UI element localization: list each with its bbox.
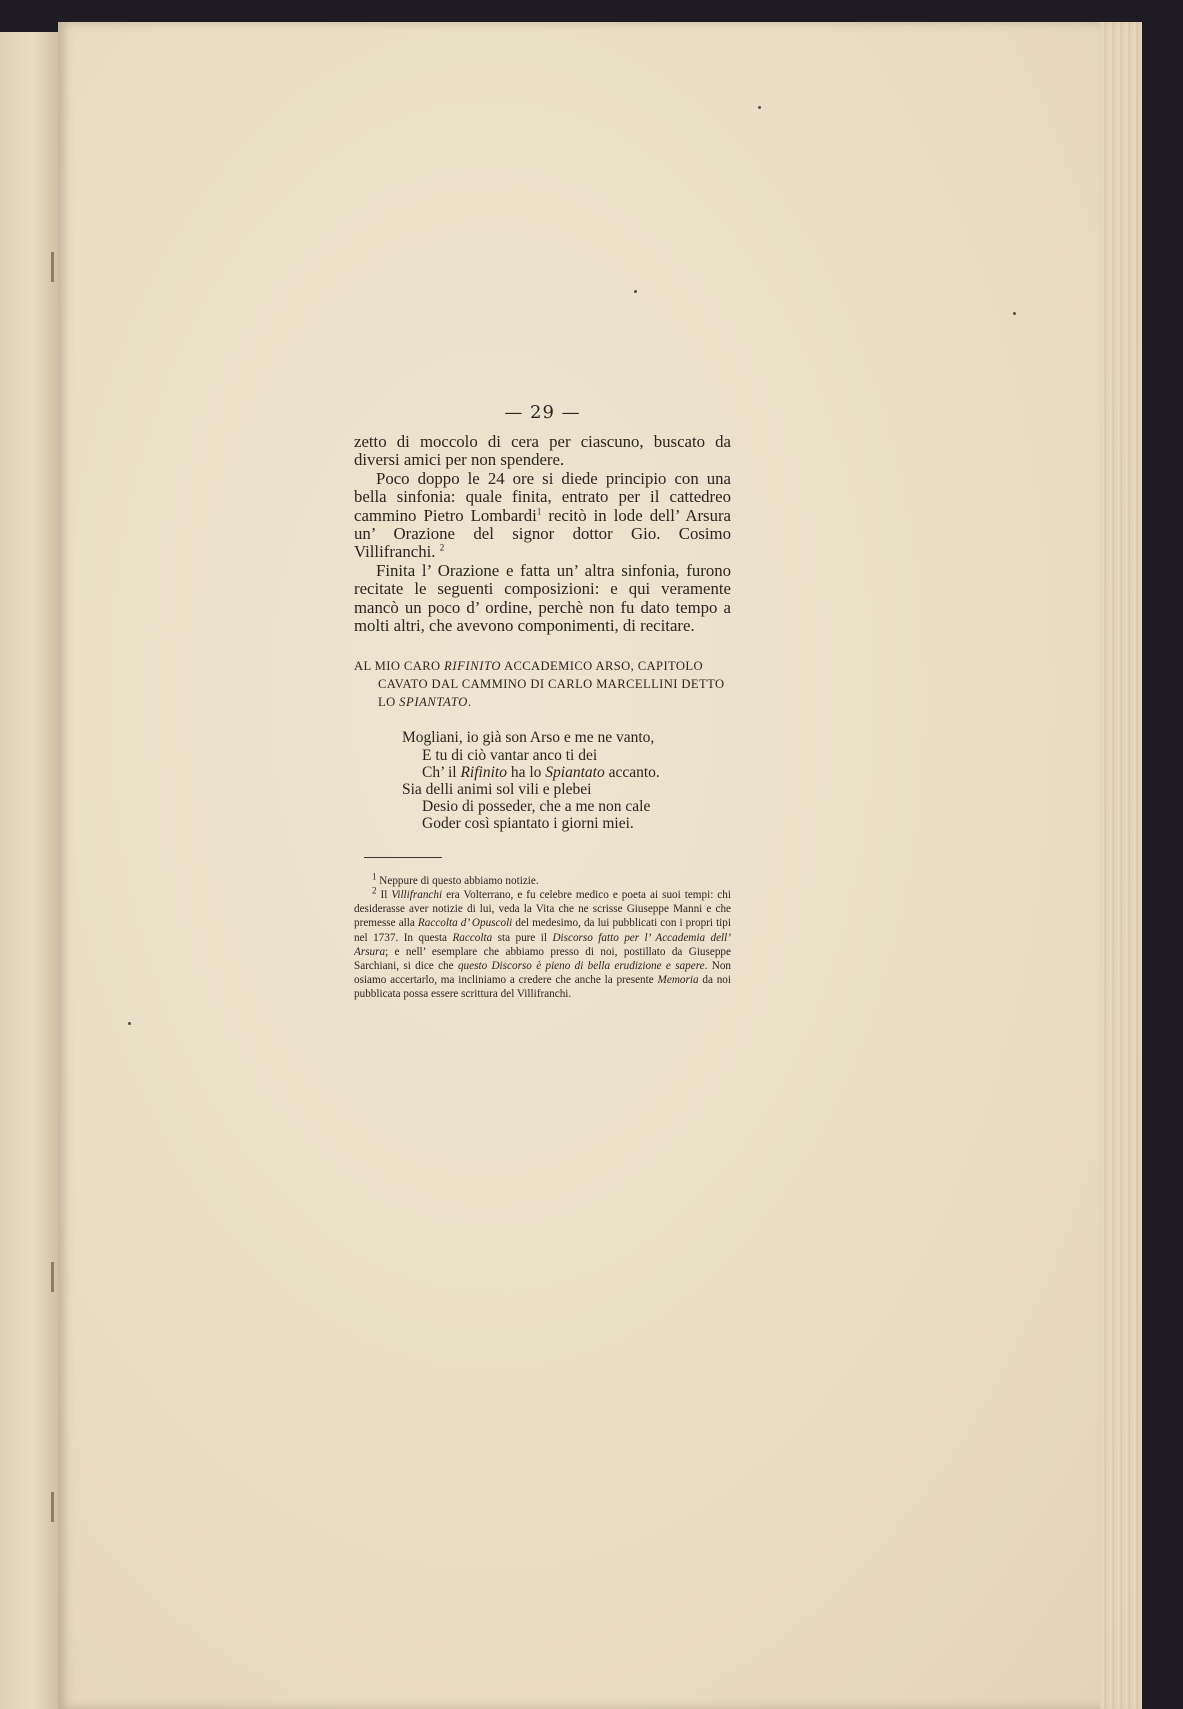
- footnote-italic: Raccolta: [452, 931, 493, 944]
- poem-title-italic: SPIANTATO: [399, 695, 468, 710]
- poem-title-text: ACCADEMICO ARSO, CAPITOLO CAVATO DAL CAMMINO DI CARLO MARCELLINI DETTO LO: [378, 659, 725, 710]
- poem-line-text: Ch’ il: [422, 763, 461, 781]
- poem-line: Desio di posseder, che a me non cale: [422, 798, 651, 816]
- poem-line-italic: Spiantato: [545, 763, 605, 781]
- footnote-text: ; e nell’ esemplare che abbiamo presso di noi, postillato da Giuseppe Sarchiani, si dice che: [354, 945, 731, 972]
- poem-line: E tu di ciò vantar anco ti dei: [422, 746, 598, 764]
- footnote-text: del medesimo, da lui pubblicati con i propri tipi nel 1737. In questa: [354, 917, 731, 944]
- binding-stitch: [51, 1492, 54, 1522]
- footnote-divider: [364, 857, 442, 858]
- footnote-italic: Discorso fatto per l’ Accademia dell’ Arsura: [354, 931, 731, 958]
- footnote-text: Il: [376, 888, 392, 901]
- paragraph-3: [354, 562, 731, 636]
- poem-line-italic: Rifinito: [460, 763, 507, 781]
- poem-title-text: AL MIO CARO: [354, 659, 445, 674]
- left-page-edge: [0, 32, 58, 1709]
- paper-speck: [758, 106, 761, 109]
- footnote-ref-1: 1: [536, 506, 542, 517]
- paper-speck: [1013, 312, 1016, 315]
- paper-speck: [128, 1022, 131, 1025]
- binding-stitch: [51, 1262, 54, 1292]
- footnote-text: Neppure di questo abbiamo notizie.: [376, 874, 539, 887]
- footnote-2: [354, 885, 732, 1002]
- book-page: [58, 22, 1142, 1709]
- footnote-mark: 2: [372, 885, 377, 896]
- footnote-ref-2: 2: [439, 542, 445, 553]
- footnotes: [354, 870, 732, 1002]
- poem-line-text: ha lo: [506, 763, 546, 781]
- footnote-1: [354, 870, 731, 888]
- binding-stitch: [51, 252, 54, 282]
- poem-line: [402, 764, 731, 781]
- text-block: [354, 402, 731, 1002]
- footnote-mark: 1: [372, 870, 377, 881]
- poem-title-text: .: [467, 695, 472, 710]
- footnote-text: da noi pubblicata possa essere scrittura del Villifranchi.: [354, 974, 731, 1001]
- footnote-text: . Non osiamo accertarlo, ma incliniamo a credere che anche la presente: [354, 959, 732, 987]
- poem-line-text: accanto.: [604, 763, 660, 781]
- paper-speck: [634, 290, 637, 293]
- footnote-italic: Villifranchi: [391, 888, 443, 901]
- paragraph-text: zetto di moccolo di cera per ciascuno, buscato da diversi amici per non spendere.: [354, 432, 731, 470]
- footnote-text: sta pure il: [492, 931, 553, 944]
- page-fore-edge: [1100, 22, 1142, 1709]
- poem-title: [354, 657, 731, 711]
- paragraph-1: [354, 433, 731, 470]
- footnote-italic: Raccolta d’ Opuscoli: [417, 917, 513, 930]
- poem-line: Mogliani, io già son Arso e me ne vanto,: [402, 729, 655, 747]
- paragraph-2: [354, 470, 731, 562]
- footnote-text: era Volterrano, e fu celebre medico e poeta ai suoi tempi: chi desiderasse aver notizie di lui, veda la Vita che ne scrisse Giuseppe Manni e che premesse alla: [354, 888, 731, 930]
- poem-line: Goder così spiantato i giorni miei.: [422, 815, 634, 833]
- poem: [354, 729, 731, 832]
- page-number: — 29 —: [504, 402, 581, 423]
- footnote-italic: Memoria: [657, 974, 699, 987]
- paragraph-text: Finita l’ Orazione e fatta un’ altra sinfonia, furono recitate le seguenti composizioni: e qui veramente mancò un poco d’ ordine, perchè non fu dato tempo a molti altri, che avevono componimenti, di recitare.: [354, 560, 731, 636]
- poem-title-italic: RIFINITO: [444, 659, 502, 674]
- poem-line: Sia delli animi sol vili e plebei: [402, 781, 592, 799]
- footnote-italic: questo Discorso è pieno di bella erudizione e sapere: [457, 959, 705, 972]
- paragraph-text: recitò in lode dell’ Arsura un’ Orazione del signor dottor Gio. Cosimo Villifranchi.: [354, 505, 731, 562]
- paragraph-text: Poco doppo le 24 ore si diede principio con una bella sinfonia: quale finita, entrato per il cattedreo cammino Pietro Lombardi: [354, 468, 731, 525]
